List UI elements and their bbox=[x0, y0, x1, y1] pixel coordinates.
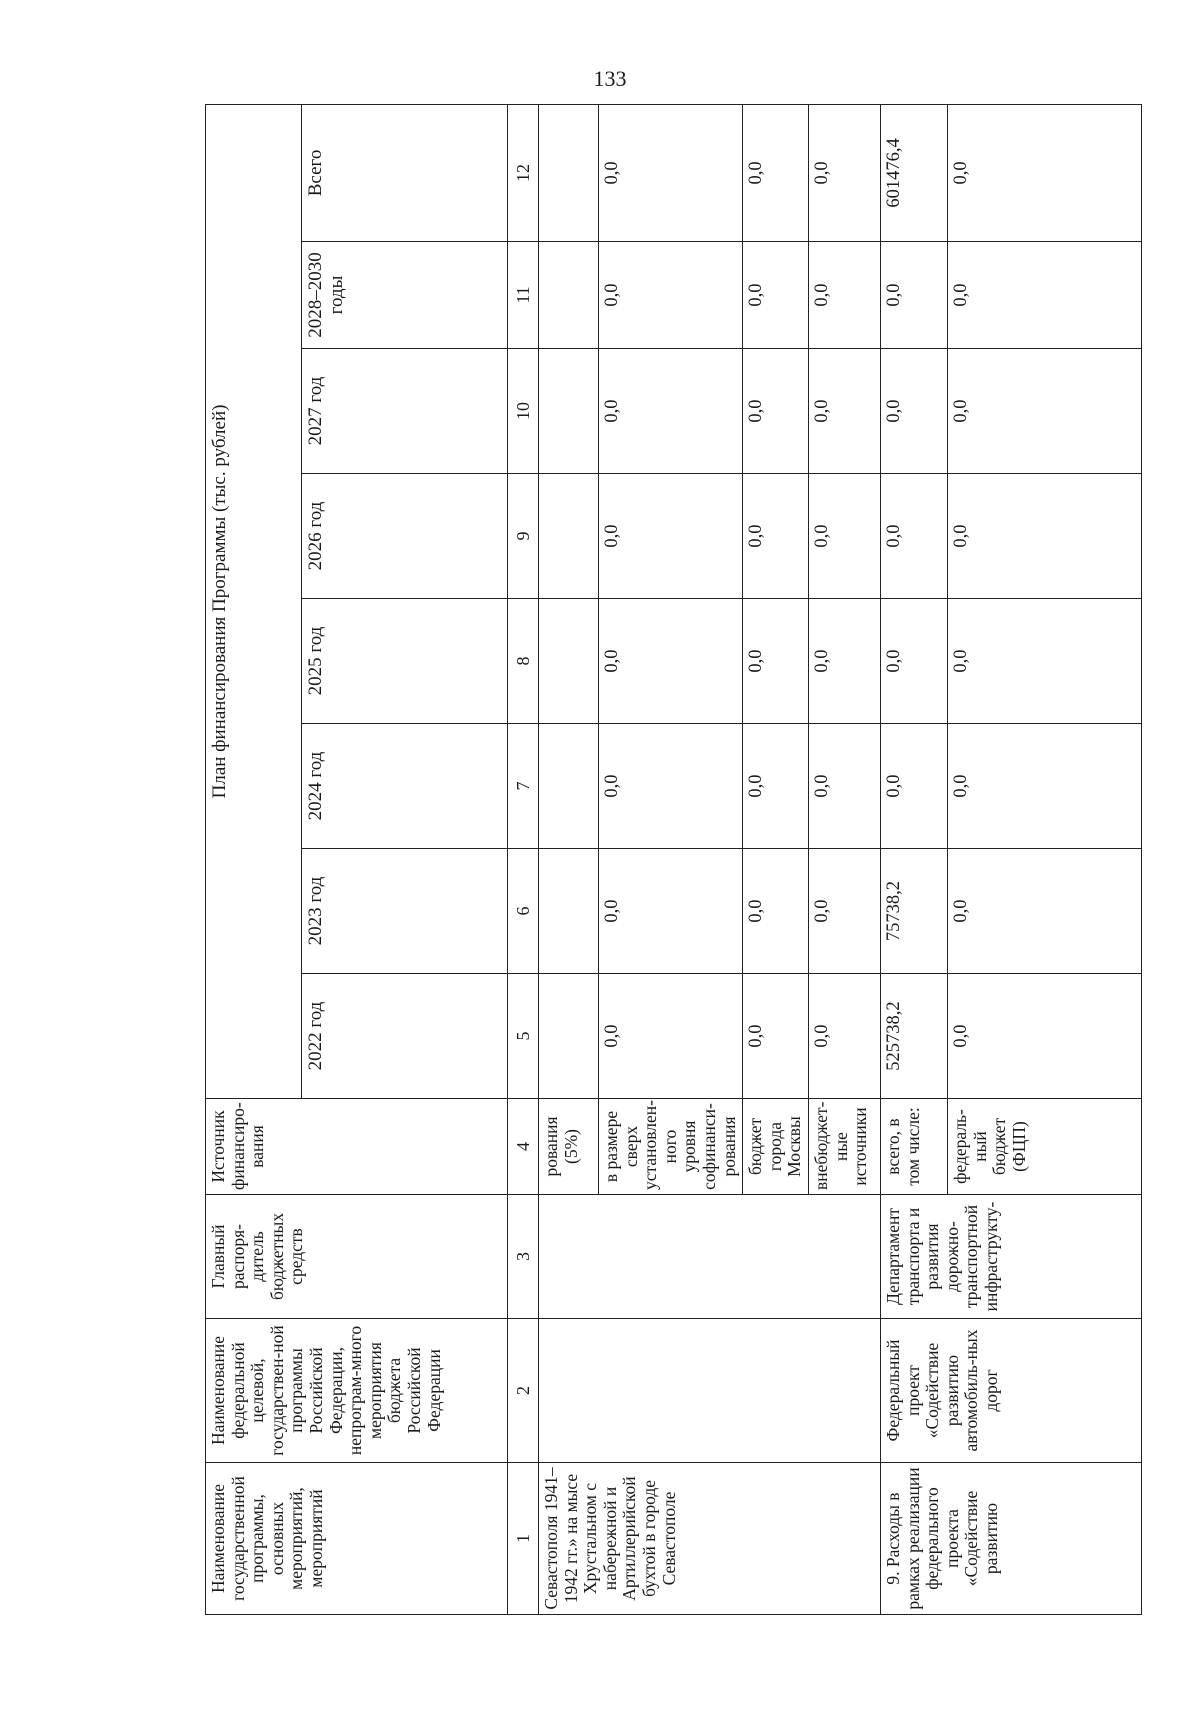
value-cell: 0,0 bbox=[808, 599, 880, 724]
column-number: 12 bbox=[508, 104, 539, 241]
value-cell: 75738,2 bbox=[880, 849, 947, 974]
value-cell: 0,0 bbox=[808, 974, 880, 1099]
value-cell: 0,0 bbox=[808, 104, 880, 241]
value-cell bbox=[539, 724, 599, 849]
column-number: 7 bbox=[508, 724, 539, 849]
header-years-2028-2030: 2028–2030 годы bbox=[302, 242, 508, 349]
column-number: 4 bbox=[508, 1099, 539, 1195]
value-cell: 0,0 bbox=[743, 349, 809, 474]
header-budget-administrator: Главный распоря-дитель бюджетных средств bbox=[206, 1195, 508, 1319]
value-cell: 0,0 bbox=[880, 349, 947, 474]
funding-source: бюджет города Москвы bbox=[743, 1099, 809, 1195]
rotated-table-container bbox=[205, 105, 1125, 1615]
value-cell: 0,0 bbox=[599, 242, 743, 349]
value-cell: 0,0 bbox=[947, 599, 1141, 724]
funding-source: внебюджет-ные источники bbox=[808, 1099, 880, 1195]
value-cell: 0,0 bbox=[599, 724, 743, 849]
value-cell: 525738,2 bbox=[880, 974, 947, 1099]
funding-source: всего, в том числе: bbox=[880, 1099, 947, 1195]
column-number: 10 bbox=[508, 349, 539, 474]
header-program-name: Наименование государственной программы, основных мероприятий, мероприятий bbox=[206, 1463, 508, 1615]
page-number: 133 bbox=[593, 66, 627, 91]
value-cell: 0,0 bbox=[947, 104, 1141, 241]
value-cell: 0,0 bbox=[599, 349, 743, 474]
value-cell: 0,0 bbox=[947, 242, 1141, 349]
section-b-admin: Департамент транспорта и развития дорожно-транспортной инфраструкту- bbox=[880, 1195, 1141, 1319]
header-year-2024: 2024 год bbox=[302, 724, 508, 849]
funding-source: в размере сверх установлен-ного уровня софинанси-рования bbox=[599, 1099, 743, 1195]
value-cell: 0,0 bbox=[599, 104, 743, 241]
header-year-2022: 2022 год bbox=[302, 974, 508, 1099]
value-cell: 0,0 bbox=[599, 474, 743, 599]
column-number: 8 bbox=[508, 599, 539, 724]
header-federal-program: Наименование федеральной целевой, государствен-ной программы Российской Федерации, непрограм-много мероприятия бюджета Российской Федерации bbox=[206, 1319, 508, 1463]
header-total: Всего bbox=[302, 104, 508, 241]
section-b-program: Федеральный проект «Содействие развитию автомобиль-ных дорог bbox=[880, 1319, 1141, 1463]
header-funding-source: Источник финансиро-вания bbox=[206, 1099, 508, 1195]
section-a-name: Севастополя 1941–1942 гг.» на мысе Хрустальном с набережной и Артиллерийской бухтой в городе Севастополе bbox=[539, 1463, 881, 1615]
header-year-2026: 2026 год bbox=[302, 474, 508, 599]
value-cell: 0,0 bbox=[743, 849, 809, 974]
section-a-admin bbox=[539, 1195, 881, 1319]
funding-source: рования (5%) bbox=[539, 1099, 599, 1195]
column-number: 11 bbox=[508, 242, 539, 349]
value-cell: 0,0 bbox=[808, 242, 880, 349]
column-number: 6 bbox=[508, 849, 539, 974]
header-year-2027: 2027 год bbox=[302, 349, 508, 474]
section-a-program bbox=[539, 1319, 881, 1463]
value-cell: 0,0 bbox=[743, 474, 809, 599]
funding-source: федераль-ный бюджет (ФЦП) bbox=[947, 1099, 1141, 1195]
value-cell bbox=[539, 599, 599, 724]
value-cell: 0,0 bbox=[947, 849, 1141, 974]
financing-table bbox=[205, 104, 1142, 1615]
column-number: 3 bbox=[508, 1195, 539, 1319]
value-cell: 0,0 bbox=[599, 849, 743, 974]
value-cell: 0,0 bbox=[880, 599, 947, 724]
value-cell bbox=[539, 242, 599, 349]
value-cell: 0,0 bbox=[743, 974, 809, 1099]
value-cell: 0,0 bbox=[880, 474, 947, 599]
value-cell bbox=[539, 974, 599, 1099]
header-year-2023: 2023 год bbox=[302, 849, 508, 974]
value-cell bbox=[539, 849, 599, 974]
value-cell: 0,0 bbox=[880, 242, 947, 349]
column-number: 2 bbox=[508, 1319, 539, 1463]
value-cell: 0,0 bbox=[947, 974, 1141, 1099]
value-cell: 0,0 bbox=[947, 349, 1141, 474]
value-cell: 0,0 bbox=[808, 849, 880, 974]
column-number: 5 bbox=[508, 974, 539, 1099]
column-number: 1 bbox=[508, 1463, 539, 1615]
value-cell: 0,0 bbox=[743, 242, 809, 349]
value-cell: 0,0 bbox=[743, 104, 809, 241]
value-cell: 0,0 bbox=[947, 474, 1141, 599]
value-cell bbox=[539, 474, 599, 599]
value-cell: 0,0 bbox=[599, 599, 743, 724]
value-cell: 0,0 bbox=[808, 349, 880, 474]
value-cell: 0,0 bbox=[947, 724, 1141, 849]
section-b-name: 9. Расходы в рамках реализации федерального проекта «Содействие развитию bbox=[880, 1463, 1141, 1615]
value-cell bbox=[539, 104, 599, 241]
value-cell: 0,0 bbox=[808, 474, 880, 599]
value-cell: 0,0 bbox=[808, 724, 880, 849]
header-financing-plan: План финансирования Программы (тыс. рублей) bbox=[206, 104, 302, 1098]
value-cell: 0,0 bbox=[880, 724, 947, 849]
value-cell bbox=[539, 349, 599, 474]
value-cell: 0,0 bbox=[743, 599, 809, 724]
header-year-2025: 2025 год bbox=[302, 599, 508, 724]
column-number: 9 bbox=[508, 474, 539, 599]
value-cell: 0,0 bbox=[743, 724, 809, 849]
value-cell: 601476,4 bbox=[880, 104, 947, 241]
value-cell: 0,0 bbox=[599, 974, 743, 1099]
